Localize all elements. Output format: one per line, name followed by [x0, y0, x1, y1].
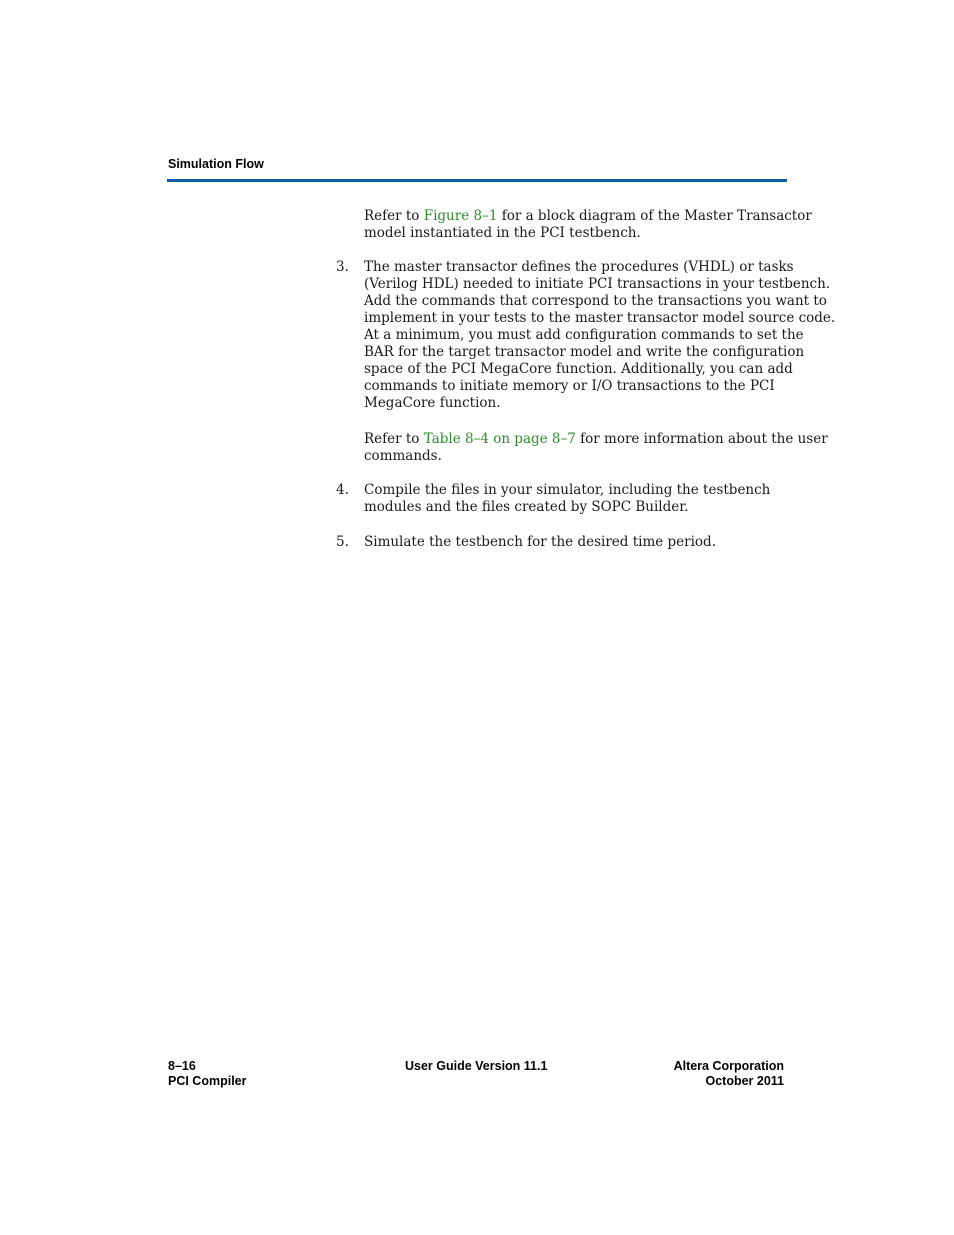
reference-prefix: Refer to: [364, 208, 424, 224]
product-name: PCI Compiler: [168, 1074, 247, 1088]
text-line: At a minimum, you must add configuration commands to set the: [364, 327, 804, 343]
figure-link[interactable]: Figure 8–1: [423, 208, 498, 224]
header-rule: [167, 179, 787, 182]
text-line: Simulate the testbench for the desired time period.: [364, 534, 716, 550]
reference-line-1: [364, 208, 812, 225]
footer-left: [168, 1059, 247, 1089]
text-line: The master transactor defines the procedures (VHDL) or tasks: [364, 259, 794, 275]
reference-line-2: commands.: [364, 448, 442, 464]
text-line: commands to initiate memory or I/O transactions to the PCI: [364, 378, 775, 394]
text-line: Add the commands that correspond to the transactions you want to: [364, 293, 827, 309]
reference-suffix: for a block diagram of the Master Transactor: [497, 208, 812, 224]
footer-right: [674, 1059, 784, 1089]
reference-line-2: model instantiated in the PCI testbench.: [364, 225, 641, 241]
text-line: implement in your tests to the master transactor model source code.: [364, 310, 836, 326]
reference-prefix: Refer to: [364, 431, 424, 447]
table-link[interactable]: Table 8–4 on page 8–7: [423, 431, 576, 447]
page-number: 8–16: [168, 1059, 196, 1073]
list-item-number: 4.: [336, 482, 349, 498]
list-item-text: [364, 482, 788, 516]
list-item-text: [364, 259, 836, 412]
text-line: MegaCore function.: [364, 395, 501, 411]
publication-date: October 2011: [705, 1074, 784, 1088]
text-line: BAR for the target transactor model and write the configuration: [364, 344, 805, 360]
reference-suffix: for more information about the user: [575, 431, 828, 447]
list-item-number: 5.: [336, 534, 349, 550]
guide-version: User Guide Version 11.1: [405, 1059, 548, 1073]
text-line: Compile the files in your simulator, including the testbench: [364, 482, 771, 498]
list-item-text: [364, 534, 788, 551]
text-line: (Verilog HDL) needed to initiate PCI transactions in your testbench.: [364, 276, 831, 292]
footer-center: [405, 1059, 547, 1074]
reference-paragraph-figure: [364, 208, 812, 242]
company-name: Altera Corporation: [673, 1059, 784, 1073]
reference-line-1: [364, 431, 828, 448]
list-item-number: 3.: [336, 259, 349, 275]
reference-paragraph-table: [364, 431, 828, 465]
text-line: space of the PCI MegaCore function. Additionally, you can add: [364, 361, 793, 377]
section-title: Simulation Flow: [168, 157, 264, 171]
text-line: modules and the files created by SOPC Builder.: [364, 499, 689, 515]
